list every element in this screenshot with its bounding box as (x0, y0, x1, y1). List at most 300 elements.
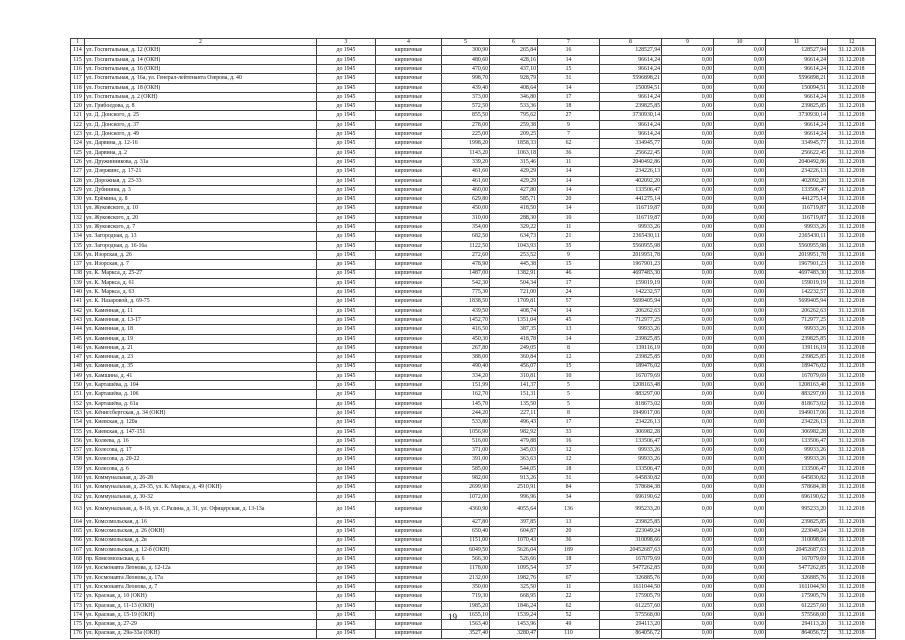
living-area-cell: 1453,96 (490, 620, 538, 629)
living-area-cell: 288,30 (490, 213, 538, 222)
cost-cell: 139116,19 (600, 343, 662, 352)
living-area-cell: 634,73 (490, 232, 538, 241)
local-cost-cell: 0,00 (714, 536, 766, 545)
residents-cell: 84 (538, 483, 600, 492)
local-cost-cell: 0,00 (714, 297, 766, 306)
residents-cell: 27 (538, 111, 600, 120)
residents-cell: 57 (538, 297, 600, 306)
address-cell: ул. Коммунальная, д. 8-18, ул. С.Разина, д. 31, ул. Офицерская, д. 13-13а (85, 501, 317, 517)
table-row (71, 195, 876, 204)
total-area-cell: 151,99 (442, 381, 490, 390)
living-area-cell: 1858,33 (490, 139, 538, 148)
cost-cell: 133506,47 (600, 464, 662, 473)
wall-material-cell: кирпичные (376, 204, 442, 213)
wall-material-cell: кирпичные (376, 325, 442, 334)
row-number: 125 (71, 148, 85, 157)
living-area-cell: 437,10 (490, 65, 538, 74)
cost-cell: 1208163,48 (600, 381, 662, 390)
address-cell: ул. Коммунальная, д. 26-28 (85, 474, 317, 483)
local-cost-cell: 0,00 (714, 592, 766, 601)
build-year-cell: до 1945 (317, 176, 376, 185)
living-area-cell: 533,36 (490, 102, 538, 111)
total-area-cell: 6049,50 (442, 545, 490, 554)
address-cell: ул. Дружинникова, д. 31а (85, 157, 317, 166)
table-row (71, 353, 876, 362)
local-cost-cell: 0,00 (714, 492, 766, 501)
column-header: 3 (317, 39, 376, 46)
regional-cost-cell: 0,00 (662, 573, 714, 582)
residents-cell: 11 (538, 157, 600, 166)
residents-cell: 14 (538, 167, 600, 176)
cost-cell: 5560955,98 (600, 241, 662, 250)
table-row (71, 55, 876, 64)
wall-material-cell: кирпичные (376, 269, 442, 278)
owners-cost-cell: 133506,47 (766, 436, 828, 445)
regional-cost-cell: 0,00 (662, 555, 714, 564)
total-area-cell: 533,80 (442, 418, 490, 427)
address-cell: ул. Красная, д. 11-13 (ОКН) (85, 601, 317, 610)
row-number: 152 (71, 399, 85, 408)
residents-cell: 31 (538, 474, 600, 483)
living-area-cell: 209,25 (490, 130, 538, 139)
local-cost-cell: 0,00 (714, 306, 766, 315)
address-cell: ул. Комсомольская, д. 16 (85, 517, 317, 526)
address-cell: ул. К. Маркса, д. 63 (85, 288, 317, 297)
total-area-cell: 682,50 (442, 232, 490, 241)
living-area-cell: 2510,91 (490, 483, 538, 492)
page-number: 19 (448, 612, 457, 622)
local-cost-cell: 0,00 (714, 288, 766, 297)
total-area-cell: 542,30 (442, 278, 490, 287)
local-cost-cell: 0,00 (714, 334, 766, 343)
row-number: 115 (71, 55, 85, 64)
table-row (71, 483, 876, 492)
deadline-cell: 31.12.2018 (828, 536, 876, 545)
wall-material-cell: кирпичные (376, 92, 442, 101)
build-year-cell: до 1945 (317, 455, 376, 464)
living-area-cell: 397,85 (490, 517, 538, 526)
row-number: 134 (71, 232, 85, 241)
total-area-cell: 267,80 (442, 343, 490, 352)
owners-cost-cell: 256622,45 (766, 148, 828, 157)
build-year-cell: до 1945 (317, 436, 376, 445)
address-cell: ул. Каменная, д. 23 (85, 353, 317, 362)
deadline-cell: 31.12.2018 (828, 564, 876, 573)
residents-cell: 15 (538, 362, 600, 371)
cost-cell: 1967901,23 (600, 260, 662, 269)
build-year-cell: до 1945 (317, 464, 376, 473)
regional-cost-cell: 0,00 (662, 297, 714, 306)
address-cell: ул. Жуковского, д. 20 (85, 213, 317, 222)
total-area-cell: 461,60 (442, 176, 490, 185)
build-year-cell: до 1945 (317, 583, 376, 592)
address-cell: ул. Изорская, д. 26 (85, 250, 317, 259)
owners-cost-cell: 1967901,23 (766, 260, 828, 269)
table-row (71, 306, 876, 315)
deadline-cell: 31.12.2018 (828, 399, 876, 408)
residents-cell: 10 (538, 371, 600, 380)
cost-cell: 223049,24 (600, 527, 662, 536)
address-cell: ул. Грибоедова, д. 8 (85, 102, 317, 111)
regional-cost-cell: 0,00 (662, 148, 714, 157)
wall-material-cell: кирпичные (376, 250, 442, 259)
wall-material-cell: кирпичные (376, 65, 442, 74)
wall-material-cell: кирпичные (376, 139, 442, 148)
residents-cell: 46 (538, 269, 600, 278)
residents-cell: 11 (538, 583, 600, 592)
row-number: 142 (71, 306, 85, 315)
table-row (71, 390, 876, 399)
column-header: 4 (376, 39, 442, 46)
total-area-cell: 855,50 (442, 111, 490, 120)
deadline-cell: 31.12.2018 (828, 269, 876, 278)
table-row (71, 408, 876, 417)
table-row (71, 83, 876, 92)
cost-cell: 334945,77 (600, 139, 662, 148)
total-area-cell: 516,00 (442, 436, 490, 445)
total-area-cell: 478,90 (442, 260, 490, 269)
residents-cell: 10 (538, 213, 600, 222)
owners-cost-cell: 142232,57 (766, 288, 828, 297)
local-cost-cell: 0,00 (714, 390, 766, 399)
deadline-cell: 31.12.2018 (828, 232, 876, 241)
owners-cost-cell: 116719,87 (766, 204, 828, 213)
local-cost-cell: 0,00 (714, 501, 766, 517)
table-body (71, 46, 876, 638)
deadline-cell: 31.12.2018 (828, 278, 876, 287)
cost-cell: 133506,47 (600, 185, 662, 194)
row-number: 135 (71, 241, 85, 250)
address-cell: ул. Госпитальная, д. 12 (ОКН) (85, 46, 317, 55)
build-year-cell: до 1945 (317, 362, 376, 371)
table-row (71, 592, 876, 601)
total-area-cell: 2132,00 (442, 573, 490, 582)
cost-cell: 206262,63 (600, 306, 662, 315)
residents-cell: 15 (538, 65, 600, 74)
build-year-cell: до 1945 (317, 157, 376, 166)
local-cost-cell: 0,00 (714, 83, 766, 92)
cost-cell: 142232,57 (600, 288, 662, 297)
table-row (71, 260, 876, 269)
cost-cell: 99933,26 (600, 446, 662, 455)
row-number: 122 (71, 120, 85, 129)
local-cost-cell: 0,00 (714, 362, 766, 371)
cost-cell: 133506,47 (600, 436, 662, 445)
build-year-cell: до 1945 (317, 288, 376, 297)
deadline-cell: 31.12.2018 (828, 464, 876, 473)
wall-material-cell: кирпичные (376, 399, 442, 408)
table-row (71, 325, 876, 334)
regional-cost-cell: 0,00 (662, 130, 714, 139)
owners-cost-cell: 402092,20 (766, 176, 828, 185)
total-area-cell: 244,20 (442, 408, 490, 417)
address-cell: ул. Госпитальная, д. 18 (ОКН) (85, 83, 317, 92)
housing-register-table (70, 38, 876, 639)
regional-cost-cell: 0,00 (662, 501, 714, 517)
row-number: 124 (71, 139, 85, 148)
total-area-cell: 450,00 (442, 204, 490, 213)
table-header-row (71, 39, 876, 46)
build-year-cell: до 1945 (317, 555, 376, 564)
residents-cell: 33 (538, 427, 600, 436)
cost-cell: 96614,24 (600, 130, 662, 139)
table-row (71, 278, 876, 287)
total-area-cell: 572,50 (442, 102, 490, 111)
residents-cell: 21 (538, 232, 600, 241)
cost-cell: 310098,66 (600, 536, 662, 545)
residents-cell: 5 (538, 399, 600, 408)
table-row (71, 474, 876, 483)
cost-cell: 2365430,11 (600, 232, 662, 241)
cost-cell: 167079,69 (600, 371, 662, 380)
wall-material-cell: кирпичные (376, 427, 442, 436)
table-row (71, 545, 876, 554)
deadline-cell: 31.12.2018 (828, 408, 876, 417)
cost-cell: 5477262,85 (600, 564, 662, 573)
deadline-cell: 31.12.2018 (828, 157, 876, 166)
wall-material-cell: кирпичные (376, 492, 442, 501)
owners-cost-cell: 20452687,63 (766, 545, 828, 554)
row-number: 172 (71, 592, 85, 601)
cost-cell: 256622,45 (600, 148, 662, 157)
regional-cost-cell: 0,00 (662, 278, 714, 287)
regional-cost-cell: 0,00 (662, 176, 714, 185)
total-area-cell: 388,00 (442, 353, 490, 362)
row-number: 150 (71, 381, 85, 390)
address-cell: ул. Дорожная, д. 23-33 (85, 176, 317, 185)
column-header: 2 (85, 39, 317, 46)
deadline-cell: 31.12.2018 (828, 241, 876, 250)
wall-material-cell: кирпичные (376, 278, 442, 287)
living-area-cell: 1070,43 (490, 536, 538, 545)
owners-cost-cell: 96614,24 (766, 55, 828, 64)
regional-cost-cell: 0,00 (662, 436, 714, 445)
regional-cost-cell: 0,00 (662, 455, 714, 464)
total-area-cell: 2699,90 (442, 483, 490, 492)
cost-cell: 234226,13 (600, 418, 662, 427)
cost-cell: 96614,24 (600, 92, 662, 101)
owners-cost-cell: 2365430,11 (766, 232, 828, 241)
total-area-cell: 1985,20 (442, 601, 490, 610)
living-area-cell: 141,37 (490, 381, 538, 390)
cost-cell: 1611044,50 (600, 583, 662, 592)
table-row (71, 269, 876, 278)
table-row (71, 65, 876, 74)
build-year-cell: до 1945 (317, 195, 376, 204)
table-row (71, 464, 876, 473)
total-area-cell: 629,80 (442, 195, 490, 204)
living-area-cell: 721,00 (490, 288, 538, 297)
wall-material-cell: кирпичные (376, 306, 442, 315)
table-row (71, 185, 876, 194)
regional-cost-cell: 0,00 (662, 517, 714, 526)
owners-cost-cell: 99933,26 (766, 455, 828, 464)
cost-cell: 234226,13 (600, 167, 662, 176)
living-area-cell: 346,80 (490, 92, 538, 101)
residents-cell: 189 (538, 545, 600, 554)
residents-cell: 16 (538, 46, 600, 55)
cost-cell: 696190,62 (600, 492, 662, 501)
local-cost-cell: 0,00 (714, 102, 766, 111)
build-year-cell: до 1945 (317, 601, 376, 610)
build-year-cell: до 1945 (317, 120, 376, 129)
local-cost-cell: 0,00 (714, 620, 766, 629)
row-number: 156 (71, 436, 85, 445)
owners-cost-cell: 2040492,86 (766, 157, 828, 166)
table-row (71, 232, 876, 241)
living-area-cell: 325,50 (490, 583, 538, 592)
local-cost-cell: 0,00 (714, 418, 766, 427)
owners-cost-cell: 99933,26 (766, 223, 828, 232)
living-area-cell: 526,66 (490, 555, 538, 564)
living-area-cell: 544,05 (490, 464, 538, 473)
living-area-cell: 259,38 (490, 120, 538, 129)
deadline-cell: 31.12.2018 (828, 343, 876, 352)
build-year-cell: до 1945 (317, 527, 376, 536)
residents-cell: 14 (538, 176, 600, 185)
total-area-cell: 1998,20 (442, 139, 490, 148)
regional-cost-cell: 0,00 (662, 527, 714, 536)
address-cell: ул. Каменная, д. 18 (85, 325, 317, 334)
residents-cell: 14 (538, 185, 600, 194)
regional-cost-cell: 0,00 (662, 250, 714, 259)
total-area-cell: 1143,20 (442, 148, 490, 157)
row-number: 148 (71, 362, 85, 371)
regional-cost-cell: 0,00 (662, 83, 714, 92)
build-year-cell: до 1945 (317, 232, 376, 241)
build-year-cell: до 1945 (317, 343, 376, 352)
regional-cost-cell: 0,00 (662, 139, 714, 148)
address-cell: ул. Киевская, д. 120а (85, 418, 317, 427)
total-area-cell: 334,20 (442, 371, 490, 380)
total-area-cell: 1563,40 (442, 620, 490, 629)
total-area-cell: 1452,70 (442, 316, 490, 325)
row-number: 138 (71, 269, 85, 278)
living-area-cell: 996,96 (490, 492, 538, 501)
wall-material-cell: кирпичные (376, 74, 442, 83)
regional-cost-cell: 0,00 (662, 408, 714, 417)
row-number: 128 (71, 176, 85, 185)
owners-cost-cell: 5477262,85 (766, 564, 828, 573)
total-area-cell: 225,00 (442, 130, 490, 139)
row-number: 166 (71, 536, 85, 545)
owners-cost-cell: 1208163,48 (766, 381, 828, 390)
build-year-cell: до 1945 (317, 167, 376, 176)
wall-material-cell: кирпичные (376, 195, 442, 204)
residents-cell: 31 (538, 74, 600, 83)
residents-cell: 14 (538, 55, 600, 64)
residents-cell: 62 (538, 139, 600, 148)
row-number: 168 (71, 555, 85, 564)
living-area-cell: 1982,76 (490, 573, 538, 582)
total-area-cell: 373,00 (442, 92, 490, 101)
cost-cell: 578684,38 (600, 483, 662, 492)
living-area-cell: 1539,24 (490, 610, 538, 619)
column-header: 6 (490, 39, 538, 46)
address-cell: ул. Каменная, д. 13-17 (85, 316, 317, 325)
deadline-cell: 31.12.2018 (828, 297, 876, 306)
wall-material-cell: кирпичные (376, 464, 442, 473)
residents-cell: 14 (538, 83, 600, 92)
wall-material-cell: кирпичные (376, 102, 442, 111)
row-number: 139 (71, 278, 85, 287)
address-cell: ул. Госпитальная, д. 16а, ул. Генерал-лейтенанта Озерова, д. 40 (85, 74, 317, 83)
total-area-cell: 719,30 (442, 592, 490, 601)
wall-material-cell: кирпичные (376, 167, 442, 176)
row-number: 123 (71, 130, 85, 139)
deadline-cell: 31.12.2018 (828, 102, 876, 111)
build-year-cell: до 1945 (317, 483, 376, 492)
deadline-cell: 31.12.2018 (828, 573, 876, 582)
row-number: 153 (71, 408, 85, 417)
living-area-cell: 408,64 (490, 83, 538, 92)
wall-material-cell: кирпичные (376, 316, 442, 325)
total-area-cell: 982,00 (442, 474, 490, 483)
cost-cell: 864056,72 (600, 629, 662, 638)
local-cost-cell: 0,00 (714, 223, 766, 232)
regional-cost-cell: 0,00 (662, 111, 714, 120)
total-area-cell: 585,00 (442, 464, 490, 473)
owners-cost-cell: 133506,47 (766, 464, 828, 473)
total-area-cell: 1122,50 (442, 241, 490, 250)
local-cost-cell: 0,00 (714, 343, 766, 352)
residents-cell: 17 (538, 92, 600, 101)
cost-cell: 239825,85 (600, 517, 662, 526)
total-area-cell: 416,50 (442, 325, 490, 334)
wall-material-cell: кирпичные (376, 527, 442, 536)
total-area-cell: 461,60 (442, 167, 490, 176)
living-area-cell: 1063,18 (490, 148, 538, 157)
regional-cost-cell: 0,00 (662, 288, 714, 297)
regional-cost-cell: 0,00 (662, 74, 714, 83)
build-year-cell: до 1945 (317, 492, 376, 501)
deadline-cell: 31.12.2018 (828, 362, 876, 371)
row-number: 114 (71, 46, 85, 55)
residents-cell: 12 (538, 446, 600, 455)
total-area-cell: 450,30 (442, 334, 490, 343)
address-cell: ул. Коммунальная, д. 30-32 (85, 492, 317, 501)
build-year-cell: до 1945 (317, 269, 376, 278)
regional-cost-cell: 0,00 (662, 381, 714, 390)
row-number: 146 (71, 343, 85, 352)
regional-cost-cell: 0,00 (662, 92, 714, 101)
deadline-cell: 31.12.2018 (828, 204, 876, 213)
cost-cell: 2019951,78 (600, 250, 662, 259)
cost-cell: 441275,14 (600, 195, 662, 204)
deadline-cell: 31.12.2018 (828, 620, 876, 629)
residents-cell: 5 (538, 390, 600, 399)
wall-material-cell: кирпичные (376, 408, 442, 417)
row-number: 118 (71, 83, 85, 92)
wall-material-cell: кирпичные (376, 83, 442, 92)
column-header: 8 (600, 39, 662, 46)
cost-cell: 2040492,86 (600, 157, 662, 166)
residents-cell: 5 (538, 381, 600, 390)
regional-cost-cell: 0,00 (662, 325, 714, 334)
wall-material-cell: кирпичные (376, 455, 442, 464)
total-area-cell: 480,60 (442, 55, 490, 64)
residents-cell: 9 (538, 250, 600, 259)
wall-material-cell: кирпичные (376, 390, 442, 399)
build-year-cell: до 1945 (317, 260, 376, 269)
address-cell: ул. Красная, д. 29а-33а (ОКН) (85, 629, 317, 638)
wall-material-cell: кирпичные (376, 446, 442, 455)
address-cell: ул. Д. Донского, д. 37 (85, 120, 317, 129)
deadline-cell: 31.12.2018 (828, 74, 876, 83)
residents-cell: 52 (538, 610, 600, 619)
deadline-cell: 31.12.2018 (828, 167, 876, 176)
cost-cell: 883297,00 (600, 390, 662, 399)
